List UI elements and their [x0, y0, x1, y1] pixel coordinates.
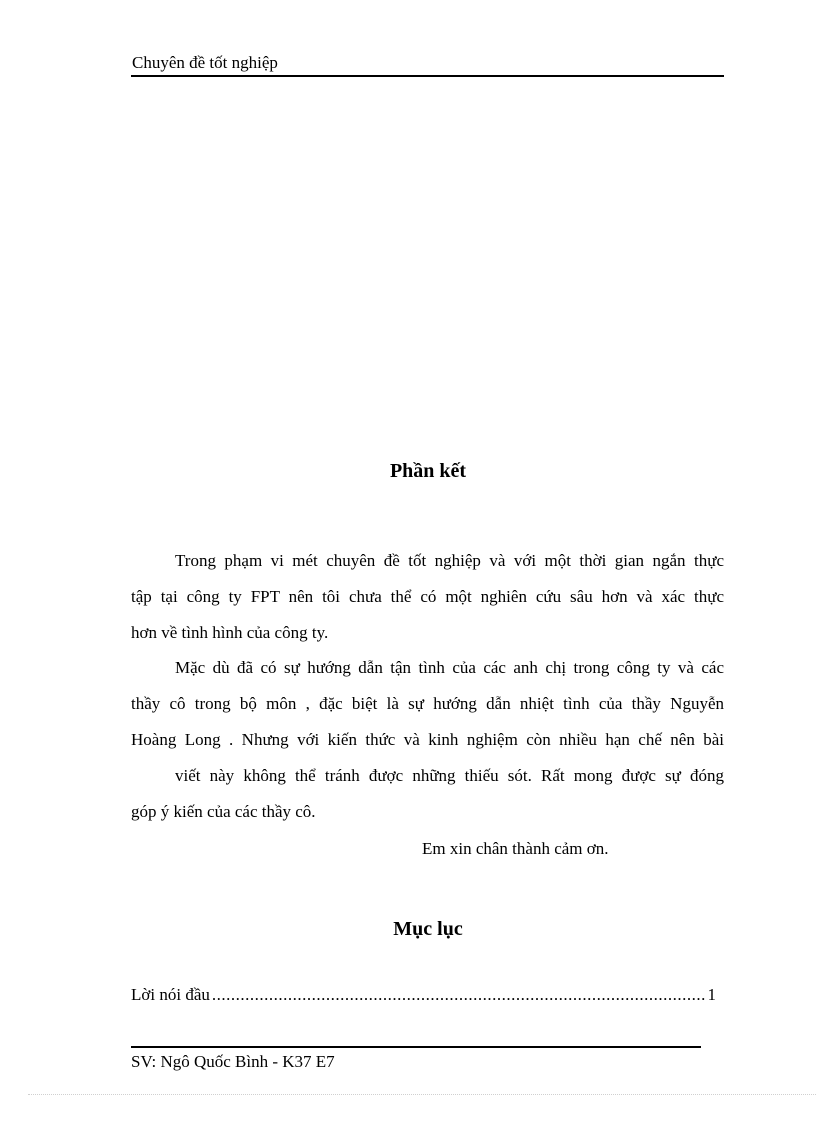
page-boundary	[28, 1094, 816, 1095]
footer-rule	[131, 1046, 701, 1048]
conclusion-p2-line-1: Mặc dù đã có sự hướng dẫn tận tình của các anh chị trong công ty và các	[175, 658, 724, 677]
conclusion-p1-line-1: Trong phạm vi mét chuyên đề tốt nghiệp và với một thời gian ngắn thực	[175, 551, 724, 570]
page-footer: SV: Ngô Quốc Bình - K37 E7	[131, 1052, 335, 1071]
signoff: Em xin chân thành cảm ơn.	[422, 839, 609, 858]
toc-entry-page: 1	[707, 985, 716, 1004]
toc-title: Mục lục	[393, 918, 463, 940]
toc-entry-label: Lời nói đầu	[131, 985, 210, 1004]
conclusion-title: Phần kết	[389, 460, 467, 482]
conclusion-p1-line-2: tập tại công ty FPT nên tôi chưa thể có một nghiên cứu sâu hơn và xác thực	[131, 587, 724, 606]
conclusion-p1-line-3: hơn về tình hình của công ty.	[131, 623, 329, 642]
page-header: Chuyên đề tốt nghiệp	[132, 53, 278, 72]
conclusion-p2-line-3: Hoàng Long . Nhưng với kiến thức và kinh nghiệm còn nhiều hạn chế nên bài	[131, 730, 724, 749]
toc-leader-dots	[212, 984, 706, 1006]
toc-entry[interactable]	[131, 984, 716, 1006]
conclusion-p2-line-4: viết này không thể tránh được những thiếu sót. Rất mong được sự đóng	[175, 766, 724, 785]
header-rule	[131, 75, 724, 77]
conclusion-p2-line-2: thầy cô trong bộ môn , đặc biệt là sự hướng dẫn nhiệt tình của thầy Nguyễn	[131, 694, 724, 713]
conclusion-p2-line-5: góp ý kiến của các thầy cô.	[131, 802, 316, 821]
